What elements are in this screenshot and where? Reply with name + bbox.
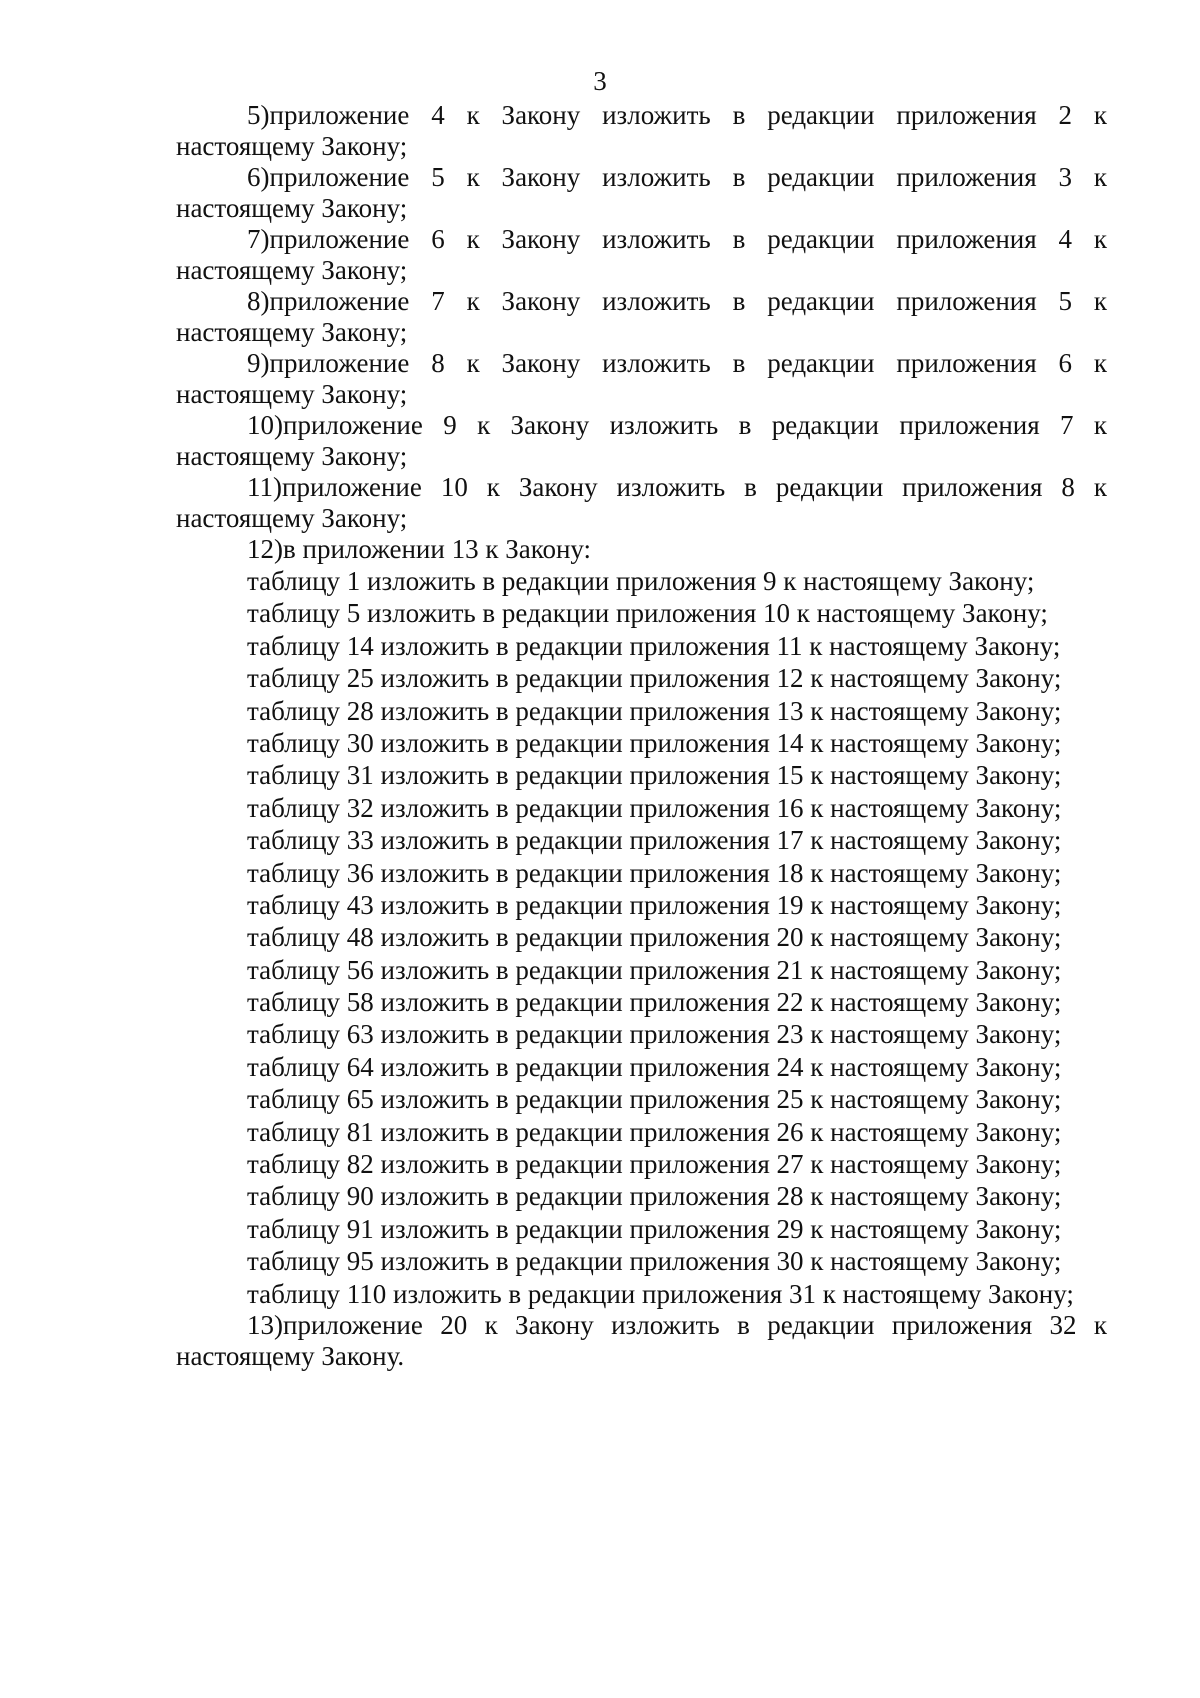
list-item (176, 1310, 1107, 1372)
table-amendment-line: таблицу 5 изложить в редакции приложения 10 к настоящему Закону; (247, 598, 1048, 629)
item-first-line: 13)приложение 20 к Закону изложить в редакции приложения 32 к (247, 1309, 1107, 1340)
table-amendment-line: таблицу 64 изложить в редакции приложения 24 к настоящему Закону; (247, 1051, 1062, 1082)
page-number: 3 (593, 66, 607, 96)
item-first-line: 9)приложение 8 к Закону изложить в редакции приложения 6 к (247, 348, 1107, 378)
table-amendment-line: таблицу 95 изложить в редакции приложения 30 к настоящему Закону; (247, 1246, 1062, 1277)
document-body (176, 100, 1107, 1372)
table-amendment-line: таблицу 36 изложить в редакции приложения 18 к настоящему Закону; (247, 857, 1062, 888)
table-amendment-line: таблицу 1 изложить в редакции приложения 9 к настоящему Закону; (247, 566, 1035, 596)
item-first-line: 11)приложение 10 к Закону изложить в редакции приложения 8 к (247, 472, 1107, 502)
list-item (176, 286, 1107, 348)
item-continuation: настоящему Закону; (176, 255, 408, 285)
item-continuation: настоящему Закону; (176, 317, 408, 347)
item-continuation: настоящему Закону. (176, 1340, 405, 1371)
table-amendment-line: таблицу 65 изложить в редакции приложения 25 к настоящему Закону; (247, 1084, 1062, 1115)
table-amendment-line: таблицу 48 изложить в редакции приложения 20 к настоящему Закону; (247, 922, 1062, 953)
item-continuation: настоящему Закону; (176, 131, 408, 161)
table-amendment-line: таблицу 31 изложить в редакции приложения 15 к настоящему Закону; (247, 760, 1062, 791)
item-continuation: настоящему Закону; (176, 379, 408, 409)
list-item (176, 100, 1107, 162)
table-amendment-line: таблицу 28 изложить в редакции приложения 13 к настоящему Закону; (247, 695, 1062, 726)
table-amendment-line: таблицу 25 изложить в редакции приложения 12 к настоящему Закону; (247, 663, 1062, 694)
item-continuation: настоящему Закону; (176, 193, 408, 223)
list-item (176, 224, 1107, 286)
list-item (176, 162, 1107, 224)
item-first-line: 8)приложение 7 к Закону изложить в редакции приложения 5 к (247, 286, 1107, 316)
table-amendment-line: таблицу 63 изложить в редакции приложения 23 к настоящему Закону; (247, 1019, 1062, 1050)
item-first-line: 6)приложение 5 к Закону изложить в редакции приложения 3 к (247, 162, 1107, 192)
item-first-line: 5)приложение 4 к Закону изложить в редакции приложения 2 к (247, 100, 1107, 130)
table-amendment-line: таблицу 33 изложить в редакции приложения 17 к настоящему Закону; (247, 825, 1062, 856)
table-amendment-line: таблицу 91 изложить в редакции приложения 29 к настоящему Закону; (247, 1213, 1062, 1244)
item-continuation: настоящему Закону; (176, 503, 408, 533)
table-amendment-line: таблицу 82 изложить в редакции приложения 27 к настоящему Закону; (247, 1149, 1062, 1180)
list-item (176, 472, 1107, 534)
table-amendment-line: таблицу 43 изложить в редакции приложения 19 к настоящему Закону; (247, 889, 1062, 920)
table-amendment-line: таблицу 81 изложить в редакции приложения 26 к настоящему Закону; (247, 1116, 1062, 1147)
item-first-line: 7)приложение 6 к Закону изложить в редакции приложения 4 к (247, 224, 1107, 254)
item-12-heading: 12)в приложении 13 к Закону: (247, 534, 592, 564)
table-amendment-line: таблицу 14 изложить в редакции приложения 11 к настоящему Закону; (247, 630, 1061, 661)
item-continuation: настоящему Закону; (176, 441, 408, 471)
table-amendment-line: таблицу 32 изложить в редакции приложения 16 к настоящему Закону; (247, 792, 1062, 823)
table-amendment-line: таблицу 110 изложить в редакции приложения 31 к настоящему Закону; (247, 1278, 1074, 1309)
item-first-line: 10)приложение 9 к Закону изложить в редакции приложения 7 к (247, 410, 1107, 440)
list-item (176, 348, 1107, 410)
table-amendment-line: таблицу 90 изложить в редакции приложения 28 к настоящему Закону; (247, 1181, 1062, 1212)
table-amendment-line: таблицу 56 изложить в редакции приложения 21 к настоящему Закону; (247, 954, 1062, 985)
table-amendment-line: таблицу 58 изложить в редакции приложения 22 к настоящему Закону; (247, 987, 1062, 1018)
table-amendment-line: таблицу 30 изложить в редакции приложения 14 к настоящему Закону; (247, 727, 1062, 758)
list-item (176, 410, 1107, 472)
table-amendments-list (176, 565, 1107, 1310)
